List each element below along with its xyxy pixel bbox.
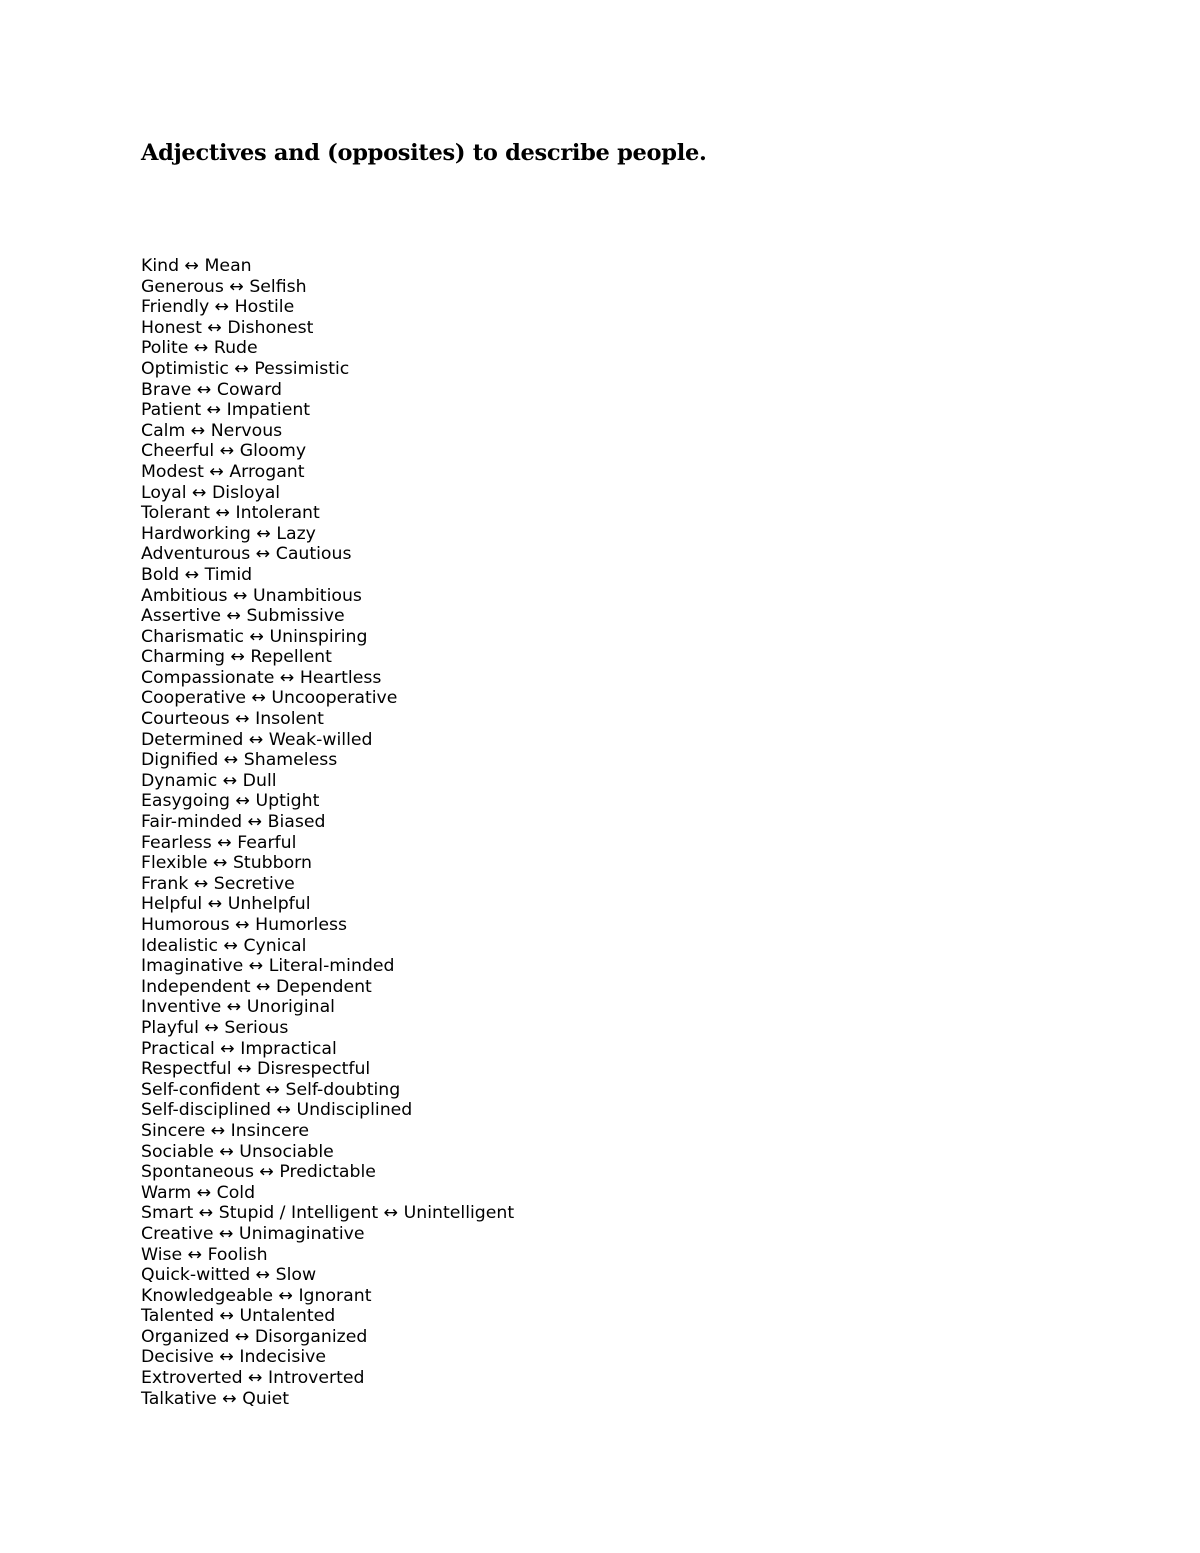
adjective-pair-item: Hardworking ↔ Lazy: [141, 523, 316, 544]
adjective-pair-item: Talented ↔ Untalented: [141, 1306, 336, 1327]
adjective-pair-item: Dynamic ↔ Dull: [141, 770, 277, 791]
adjective-pair-item: Courteous ↔ Insolent: [141, 709, 324, 730]
adjective-pair-item: Optimistic ↔ Pessimistic: [141, 358, 350, 379]
adjective-pair-item: Wise ↔ Foolish: [141, 1244, 268, 1265]
adjective-pair-item: Helpful ↔ Unhelpful: [141, 894, 311, 915]
adjective-pair-item: Calm ↔ Nervous: [141, 420, 283, 441]
adjective-pair-item: Charming ↔ Repellent: [141, 647, 332, 668]
adjective-pair-item: Warm ↔ Cold: [141, 1182, 256, 1203]
adjective-pair-item: Cheerful ↔ Gloomy: [141, 441, 307, 462]
adjective-pair-item: Compassionate ↔ Heartless: [141, 667, 382, 688]
adjective-pair-item: Polite ↔ Rude: [141, 338, 258, 359]
adjective-pair-item: Cooperative ↔ Uncooperative: [141, 688, 398, 709]
adjective-pair-item: Loyal ↔ Disloyal: [141, 482, 281, 503]
adjective-pair-item: Independent ↔ Dependent: [141, 976, 372, 997]
adjective-pair-item: Idealistic ↔ Cynical: [141, 935, 307, 956]
adjective-pair-item: Kind ↔ Mean: [141, 256, 252, 276]
adjective-pair-item: Brave ↔ Coward: [141, 379, 283, 400]
adjective-pair-item: Fair-minded ↔ Biased: [141, 812, 326, 833]
adjective-pair-item: Self-confident ↔ Self-doubting: [141, 1079, 401, 1100]
adjective-pair-item: Knowledgeable ↔ Ignorant: [141, 1285, 372, 1306]
adjective-pair-item: Respectful ↔ Disrespectful: [141, 1059, 371, 1080]
adjective-pair-item: Charismatic ↔ Uninspiring: [141, 626, 368, 647]
adjective-pair-item: Practical ↔ Impractical: [141, 1038, 337, 1059]
adjective-pair-item: Patient ↔ Impatient: [141, 400, 311, 421]
adjective-pair-item: Smart ↔ Stupid / Intelligent ↔ Unintelligent: [141, 1203, 515, 1224]
adjective-pair-item: Honest ↔ Dishonest: [141, 317, 314, 338]
adjective-pair-item: Generous ↔ Selfish: [141, 276, 307, 297]
adjective-pair-item: Easygoing ↔ Uptight: [141, 791, 320, 812]
adjective-pair-item: Organized ↔ Disorganized: [141, 1326, 368, 1347]
document-title: Adjectives and (opposites) to describe people.: [141, 140, 707, 166]
adjective-pair-item: Tolerant ↔ Intolerant: [141, 503, 320, 524]
adjective-pair-item: Bold ↔ Timid: [141, 564, 253, 585]
adjective-pair-item: Flexible ↔ Stubborn: [141, 853, 312, 874]
adjective-pair-item: Adventurous ↔ Cautious: [141, 544, 352, 565]
adjective-pair-item: Friendly ↔ Hostile: [141, 297, 295, 318]
adjective-pair-item: Frank ↔ Secretive: [141, 873, 295, 894]
adjective-pair-item: Sociable ↔ Unsociable: [141, 1141, 334, 1162]
adjective-pair-item: Determined ↔ Weak-willed: [141, 729, 373, 750]
adjective-pair-item: Fearless ↔ Fearful: [141, 832, 297, 853]
adjective-pair-item: Talkative ↔ Quiet: [141, 1388, 290, 1409]
adjective-pair-item: Extroverted ↔ Introverted: [141, 1368, 365, 1389]
adjective-pair-item: Playful ↔ Serious: [141, 1017, 289, 1038]
adjective-pair-item: Ambitious ↔ Unambitious: [141, 585, 362, 606]
adjective-pair-item: Sincere ↔ Insincere: [141, 1120, 309, 1141]
adjective-pair-item: Spontaneous ↔ Predictable: [141, 1162, 376, 1183]
adjective-pair-item: Humorous ↔ Humorless: [141, 915, 347, 935]
adjective-pair-item: Inventive ↔ Unoriginal: [141, 997, 335, 1018]
adjective-pair-item: Self-disciplined ↔ Undisciplined: [141, 1100, 413, 1121]
adjective-pair-item: Dignified ↔ Shameless: [141, 750, 338, 771]
adjective-pairs-list: [141, 256, 514, 1409]
adjective-pair-item: Modest ↔ Arrogant: [141, 461, 305, 482]
adjective-pair-item: Quick-witted ↔ Slow: [141, 1265, 317, 1286]
adjective-pair-item: Assertive ↔ Submissive: [141, 606, 345, 627]
adjective-pair-item: Creative ↔ Unimaginative: [141, 1223, 365, 1244]
adjective-pair-item: Decisive ↔ Indecisive: [141, 1347, 326, 1368]
adjective-pair-item: Imaginative ↔ Literal-minded: [141, 956, 395, 977]
